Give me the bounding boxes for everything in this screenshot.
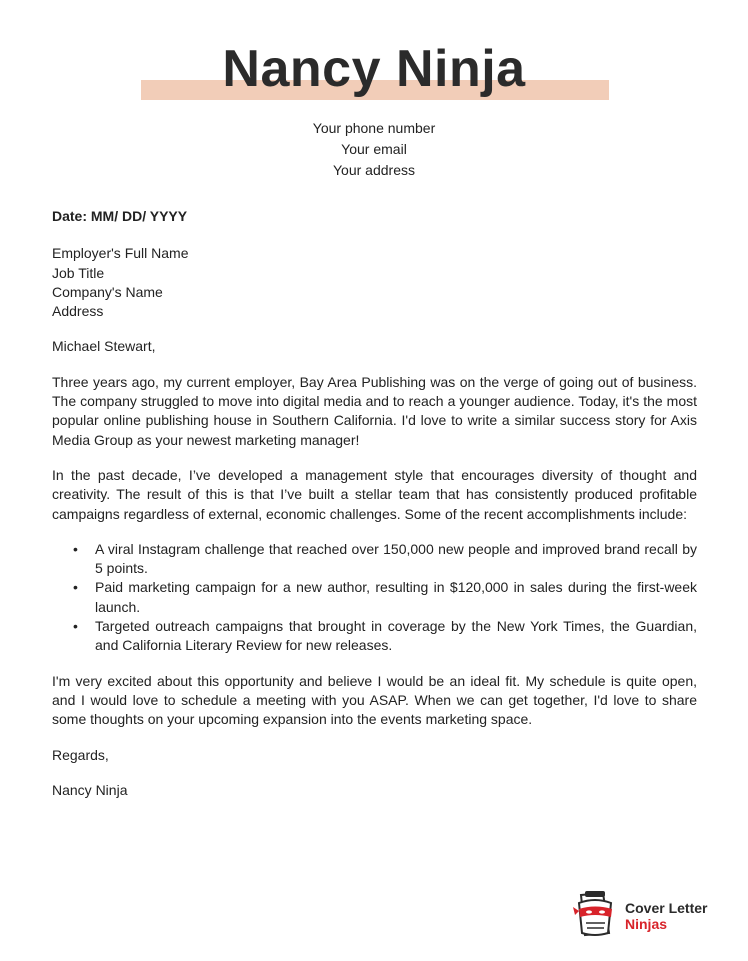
list-item bbox=[73, 617, 697, 656]
contact-email: Your email bbox=[341, 141, 407, 157]
letter-date: Date: MM/ DD/ YYYY bbox=[52, 208, 188, 224]
bullet-icon: • bbox=[73, 579, 78, 596]
paragraph-closing: I'm very excited about this opportunity and believe I would be an ideal fit. My schedule is quite open, and I would love to schedule a meeting with you ASAP. When we can get together, I'd love to share some thoughts on your upcoming expansion into the events marketing space. bbox=[52, 672, 697, 728]
cover-letter-ninjas-logo bbox=[573, 889, 723, 939]
employer-full-name: Employer's Full Name bbox=[52, 245, 189, 262]
contact-phone: Your phone number bbox=[312, 120, 436, 136]
bullet-icon: • bbox=[73, 540, 78, 557]
contact-block bbox=[0, 118, 748, 181]
achievements-list bbox=[52, 540, 697, 656]
employer-block bbox=[52, 244, 697, 321]
paragraph-intro: Three years ago, my current employer, Bay Area Publishing was on the verge of going out of business. The company struggled to move into digital media and to reach a younger audience. Today, it's the most popular online publishing house in Southern California. I'd love to write a similar success story for Axis Media Group as your newest marketing manager! bbox=[52, 373, 697, 448]
achievement-text: Paid marketing campaign for a new author, resulting in $120,000 in sales during the first-week launch. bbox=[95, 579, 697, 615]
applicant-name: Nancy Ninja bbox=[222, 40, 526, 98]
bullet-icon: • bbox=[73, 618, 78, 635]
signature-name: Nancy Ninja bbox=[52, 781, 128, 798]
logo-line-1: Cover Letter bbox=[625, 900, 708, 916]
employer-address: Address bbox=[52, 303, 104, 320]
logo-line-2: Ninjas bbox=[625, 916, 668, 932]
employer-company: Company's Name bbox=[52, 283, 163, 300]
closing-phrase: Regards, bbox=[52, 746, 109, 763]
ninja-mascot-icon bbox=[573, 889, 619, 937]
logo-wordmark bbox=[625, 900, 707, 932]
paragraph-management: In the past decade, I’ve developed a management style that encourages diversity of thought and creativity. The result of this is that I’ve built a stellar team that has consistently produced profitable campaigns regardless of external, economic challenges. Some of the recent accomplishments include: bbox=[52, 466, 697, 522]
employer-job-title: Job Title bbox=[52, 264, 105, 281]
salutation: Michael Stewart, bbox=[52, 338, 156, 355]
letter-body bbox=[52, 207, 697, 800]
list-item bbox=[73, 540, 697, 579]
achievement-text: A viral Instagram challenge that reached over 150,000 new people and improved brand recall by 5 points. bbox=[95, 540, 697, 577]
contact-address: Your address bbox=[333, 162, 415, 178]
list-item bbox=[73, 578, 697, 617]
achievement-text: Targeted outreach campaigns that brought in coverage by the New York Times, the Guardian, and California Literary Review for new releases. bbox=[95, 618, 697, 654]
letter-header bbox=[0, 0, 748, 110]
